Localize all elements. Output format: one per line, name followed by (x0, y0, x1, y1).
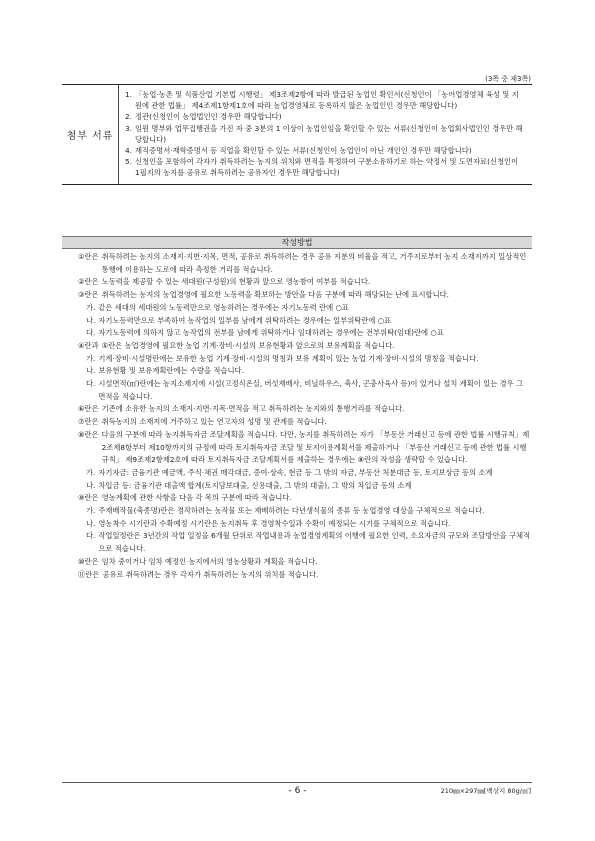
guide-item-marker: ⑩란은 (78, 556, 99, 566)
footer-divider (62, 782, 532, 783)
guide-item-marker: 나. (86, 480, 96, 490)
guide-subitem (68, 518, 532, 531)
guide-item-marker: ⑥란은 (78, 404, 99, 414)
paper-size-note: 210㎜×297㎜[백상지 80g/㎡] (440, 787, 531, 795)
guide-item-text: 시설면적(㎡)란에는 농지소재지에 시설(고정식온실, 버섯재배사, 비닐하우스, 축사, 곤충사육사 등)이 있거나 설치 계획이 있는 경우 그 면적을 적습니다. (98, 379, 524, 401)
guide-subitem (68, 480, 532, 493)
guide-subitem (68, 378, 532, 403)
guide-item-text: 기계·장비·시설명란에는 보유한 농업 기계·장비·시설의 명칭과 보유 계획이 있는 농업 기계·장비·시설의 명칭을 적습니다. (98, 353, 479, 363)
guide-item-text: 보유현황 및 보유계획란에는 수량을 적습니다. (98, 366, 244, 376)
guide-item (68, 251, 532, 276)
guide-item (68, 289, 532, 302)
guide-item (68, 569, 532, 582)
guide-item-text: 공유로 취득하려는 경우 각자가 취득하려는 농지의 위치를 적습니다. (102, 569, 319, 579)
guide-item-marker: 나. (86, 518, 96, 528)
guide-item (68, 416, 532, 429)
guide-item-text: 자기노동력만으로 부족하여 농작업의 일부를 남에게 위탁하려는 경우에는 일부위탁란에 ○표 (98, 315, 392, 325)
guide-item-marker: 다. (86, 531, 96, 541)
attachment-item (125, 111, 524, 122)
guide-item-text: ⑤란은 농업경영에 필요한 농업 기계·장비·시설의 보유현황과 앞으로의 보유계획을 적습니다. (101, 340, 395, 350)
guide-item (68, 340, 532, 353)
attachment-number: 5. (125, 157, 132, 167)
guide-item-marker: ②란은 (78, 277, 99, 287)
attachment-text: 재직증명서·재학증명서 등 직업을 확인할 수 있는 서류(신청인이 농업인이 아닌 개인인 경우만 해당합니다) (135, 146, 472, 156)
attachment-item (125, 156, 524, 178)
guide-item (68, 492, 532, 505)
attachments-label: 첨부 서류 (62, 85, 119, 184)
guide-item-marker: ③란은 (78, 290, 99, 300)
guide-item-text: 자기노동력에 의하지 않고 농작업의 전부를 남에게 위탁하거나 임대하려는 경우에는 전부위탁(임대)란에 ○표 (98, 328, 444, 338)
guide-item (68, 276, 532, 289)
guide-item (68, 429, 532, 467)
guide-item-marker: ⑪란은 (78, 569, 100, 579)
guide-item-text: 다음의 구분에 따라 농지취득자금 조달계획을 적습니다. 다만, 농지를 취득하려는 자가 「부동산 거래신고 등에 관한 법률 시행규칙」제2조제8항부터 제10항까지의 규정에 따라 토지취득자금 조달 및 토지이용계획서를 제출하거나 「부동산 거래신고 등에 관한 법률 시행규칙」 제9조제2항제2호에 따라 토지취득자금 조달계획서를 제출하는 경우에는 ⑧란의 작성을 생략할 수 있습니다. (101, 429, 530, 465)
guide-item-marker: 나. (86, 366, 96, 376)
guide-item-text: 취득하려는 농지의 소재지·지번·지목, 면적, 공유로 취득하려는 경우 공유 지분의 비율을 적고, 거주지로부터 농지 소재지까지 일상적인 통행에 이용하는 도로에 따라 측정한 거리를 적습니다. (101, 252, 527, 274)
guide-subitem (68, 530, 532, 555)
guide-item-text: 작업일정란은 3년간의 작업 일정을 6개월 단위로 작업내용과 농업경영계획의 이행에 필요한 인력, 소요자금의 규모와 조달방안을 구체적으로 적습니다. (98, 531, 531, 554)
attachment-text: 「농업·농촌 및 식품산업 기본법 시행령」 제3조제2항에 따라 발급된 농업인 확인서(신청인이 「농어업경영체 육성 및 지원에 관한 법률」 제4조제1항제1호에 따라 농업경영체로 등록하지 않은 농업인인 경우만 해당합니다) (135, 90, 519, 111)
guide-subitem (68, 505, 532, 518)
guide-item (68, 403, 532, 416)
guide-item-text: 주재배작물(축종명)란은 경작하려는 농작물 또는 재배하려는 다년생식물의 종류 등 농업경영 대상을 구체적으로 적습니다. (98, 506, 485, 516)
guide-item (68, 556, 532, 569)
guide-subitem (68, 302, 532, 315)
attachment-number: 4. (125, 146, 132, 156)
guide-item-text: 임차 중이거나 임차 예정인 농지에서의 영농상황과 계획을 적습니다. (101, 556, 318, 566)
guide-title: 작성방법 (62, 236, 532, 249)
guide-list (68, 251, 532, 581)
guide-item-text: 노동력을 제공할 수 있는 세대원(구성원)의 현황과 앞으로 영농참여 여부를 적습니다. (101, 277, 371, 287)
guide-item-text: 영농계획에 관한 사항을 다음 각 목의 구분에 따라 적습니다. (101, 493, 292, 503)
attachment-item (125, 89, 524, 111)
guide-item-text: 영농착수 시기란과 수확예정 시기란은 농지취득 후 경영착수일과 수확이 예정되는 시기를 구체적으로 적습니다. (98, 518, 451, 528)
guide-subitem (68, 467, 532, 480)
attachment-text: 신청인을 포함하여 각자가 취득하려는 농지의 위치와 면적을 특정하여 구분소유하기로 하는 약정서 및 도면자료(신청인이 1필지의 농지를 공유로 취득하려는 공유자인 경우만 해당합니다) (135, 157, 519, 178)
attachment-item (125, 123, 524, 145)
attachment-number: 3. (125, 123, 132, 133)
guide-item-text: 취득농지의 소재지에 거주하고 있는 연고자의 성명 및 관계를 적습니다. (101, 417, 327, 427)
page-number: - 6 - (288, 786, 307, 796)
guide-item-marker: ④란과 (78, 340, 99, 350)
guide-item-text: 취득하려는 농지의 농업경영에 필요한 노동력을 확보하는 방안을 다음 구분에 따라 해당되는 난에 표시합니다. (101, 290, 449, 300)
guide-item-marker: 나. (86, 315, 96, 325)
guide-item-marker: 다. (86, 328, 96, 338)
guide-item-marker: 가. (86, 467, 96, 477)
attachment-number: 2. (125, 112, 132, 122)
attachments-list (119, 85, 532, 184)
attachment-item (125, 145, 524, 156)
guide-item-marker: 다. (86, 379, 96, 389)
guide-item-text: 같은 세대의 세대원의 노동력만으로 영농하려는 경우에는 자기노동력 란에 ○표 (98, 302, 349, 312)
guide-subitem (68, 353, 532, 366)
attachment-number: 1. (125, 90, 132, 99)
attachments-table (62, 84, 532, 185)
guide-item-marker: 가. (86, 506, 96, 516)
attachment-text: 임원 명부와 업무집행권을 가진 자 중 3분의 1 이상이 농업인임을 확인할 수 있는 서류(신청인이 농업회사법인인 경우만 해당합니다) (135, 123, 523, 144)
attachment-text: 정관(신청인이 농업법인인 경우만 해당합니다) (135, 112, 282, 122)
guide-item-marker: ⑧란은 (78, 429, 99, 439)
guide-item-marker: ⑨란은 (78, 493, 99, 503)
guide-subitem (68, 315, 532, 328)
guide-item-marker: 가. (86, 302, 96, 312)
guide-item-marker: ⑦란은 (78, 417, 99, 427)
guide-item-marker: ①란은 (78, 252, 99, 261)
guide-subitem (68, 327, 532, 340)
guide-item-text: 기존에 소유한 농지의 소재지·지번·지목·면적을 적고 취득하려는 농지와의 통행거리를 적습니다. (101, 404, 405, 414)
guide-item-marker: 가. (86, 353, 96, 363)
page-indicator: (3쪽 중 제3쪽) (485, 75, 531, 83)
guide-subitem (68, 365, 532, 378)
guide-item-text: 차입금 등: 금융기관 대출액 합계(토지담보대출, 신용대출, 그 밖의 대출), 그 밖의 차입금 등의 소계 (98, 480, 412, 490)
guide-item-text: 자기자금: 금융기관 예금액, 주식·채권 매각대금, 증여·상속, 현금 등 그 밖의 자금, 부동산 처분대금 등, 토지보상금 등의 소계 (98, 467, 493, 477)
